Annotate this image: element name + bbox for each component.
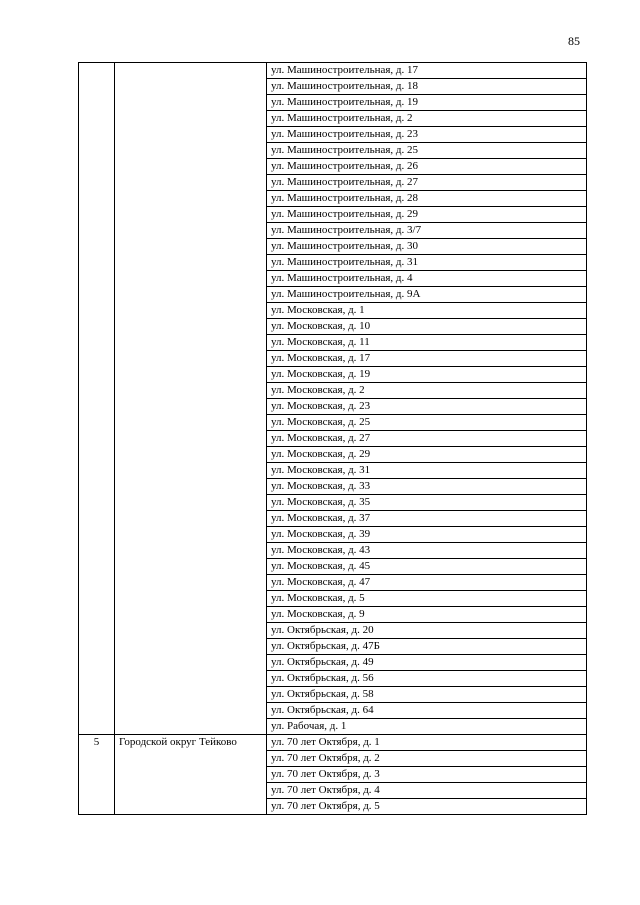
address-cell: ул. Московская, д. 10 bbox=[267, 319, 587, 335]
address-cell: ул. Московская, д. 17 bbox=[267, 351, 587, 367]
address-cell: ул. Московская, д. 19 bbox=[267, 367, 587, 383]
address-cell: ул. Московская, д. 9 bbox=[267, 607, 587, 623]
address-cell: ул. Машиностроительная, д. 3/7 bbox=[267, 223, 587, 239]
address-cell: ул. Московская, д. 2 bbox=[267, 383, 587, 399]
address-cell: ул. Московская, д. 31 bbox=[267, 463, 587, 479]
address-cell: ул. Московская, д. 33 bbox=[267, 479, 587, 495]
address-cell: ул. Октябрьская, д. 20 bbox=[267, 623, 587, 639]
address-cell: ул. Машиностроительная, д. 26 bbox=[267, 159, 587, 175]
address-cell: ул. Машиностроительная, д. 4 bbox=[267, 271, 587, 287]
address-cell: ул. Октябрьская, д. 64 bbox=[267, 703, 587, 719]
address-cell: ул. Машиностроительная, д. 29 bbox=[267, 207, 587, 223]
address-cell: ул. 70 лет Октября, д. 2 bbox=[267, 751, 587, 767]
address-cell: ул. Московская, д. 43 bbox=[267, 543, 587, 559]
address-cell: ул. Московская, д. 11 bbox=[267, 335, 587, 351]
address-cell: ул. Машиностроительная, д. 23 bbox=[267, 127, 587, 143]
address-cell: ул. Машиностроительная, д. 19 bbox=[267, 95, 587, 111]
district-cell bbox=[115, 63, 267, 735]
address-cell: ул. Октябрьская, д. 56 bbox=[267, 671, 587, 687]
address-cell: ул. 70 лет Октября, д. 3 bbox=[267, 767, 587, 783]
address-cell: ул. Московская, д. 25 bbox=[267, 415, 587, 431]
address-cell: ул. Октябрьская, д. 49 bbox=[267, 655, 587, 671]
address-cell: ул. Октябрьская, д. 47Б bbox=[267, 639, 587, 655]
address-cell: ул. Московская, д. 29 bbox=[267, 447, 587, 463]
address-cell: ул. Октябрьская, д. 58 bbox=[267, 687, 587, 703]
address-cell: ул. Машиностроительная, д. 28 bbox=[267, 191, 587, 207]
address-cell: ул. Машиностроительная, д. 25 bbox=[267, 143, 587, 159]
district-cell: Городской округ Тейково bbox=[115, 735, 267, 815]
address-cell: ул. Машиностроительная, д. 2 bbox=[267, 111, 587, 127]
address-cell: ул. 70 лет Октября, д. 5 bbox=[267, 799, 587, 815]
address-cell: ул. 70 лет Октября, д. 4 bbox=[267, 783, 587, 799]
address-cell: ул. Московская, д. 27 bbox=[267, 431, 587, 447]
table-row bbox=[79, 63, 587, 79]
address-table bbox=[78, 62, 587, 815]
address-cell: ул. Машиностроительная, д. 27 bbox=[267, 175, 587, 191]
page-number: 85 bbox=[568, 34, 580, 48]
address-cell: ул. Машиностроительная, д. 18 bbox=[267, 79, 587, 95]
address-cell: ул. Московская, д. 35 bbox=[267, 495, 587, 511]
address-cell: ул. Московская, д. 39 bbox=[267, 527, 587, 543]
group-number-cell bbox=[79, 63, 115, 735]
address-cell: ул. Московская, д. 47 bbox=[267, 575, 587, 591]
table-row bbox=[79, 735, 587, 751]
address-cell: ул. Машиностроительная, д. 9А bbox=[267, 287, 587, 303]
address-cell: ул. Московская, д. 1 bbox=[267, 303, 587, 319]
group-number-cell: 5 bbox=[79, 735, 115, 815]
address-cell: ул. Московская, д. 37 bbox=[267, 511, 587, 527]
address-cell: ул. Московская, д. 23 bbox=[267, 399, 587, 415]
address-table-body bbox=[79, 63, 587, 815]
address-cell: ул. Машиностроительная, д. 17 bbox=[267, 63, 587, 79]
address-cell: ул. Машиностроительная, д. 30 bbox=[267, 239, 587, 255]
address-cell: ул. 70 лет Октября, д. 1 bbox=[267, 735, 587, 751]
address-cell: ул. Машиностроительная, д. 31 bbox=[267, 255, 587, 271]
address-cell: ул. Московская, д. 45 bbox=[267, 559, 587, 575]
address-cell: ул. Московская, д. 5 bbox=[267, 591, 587, 607]
address-cell: ул. Рабочая, д. 1 bbox=[267, 719, 587, 735]
